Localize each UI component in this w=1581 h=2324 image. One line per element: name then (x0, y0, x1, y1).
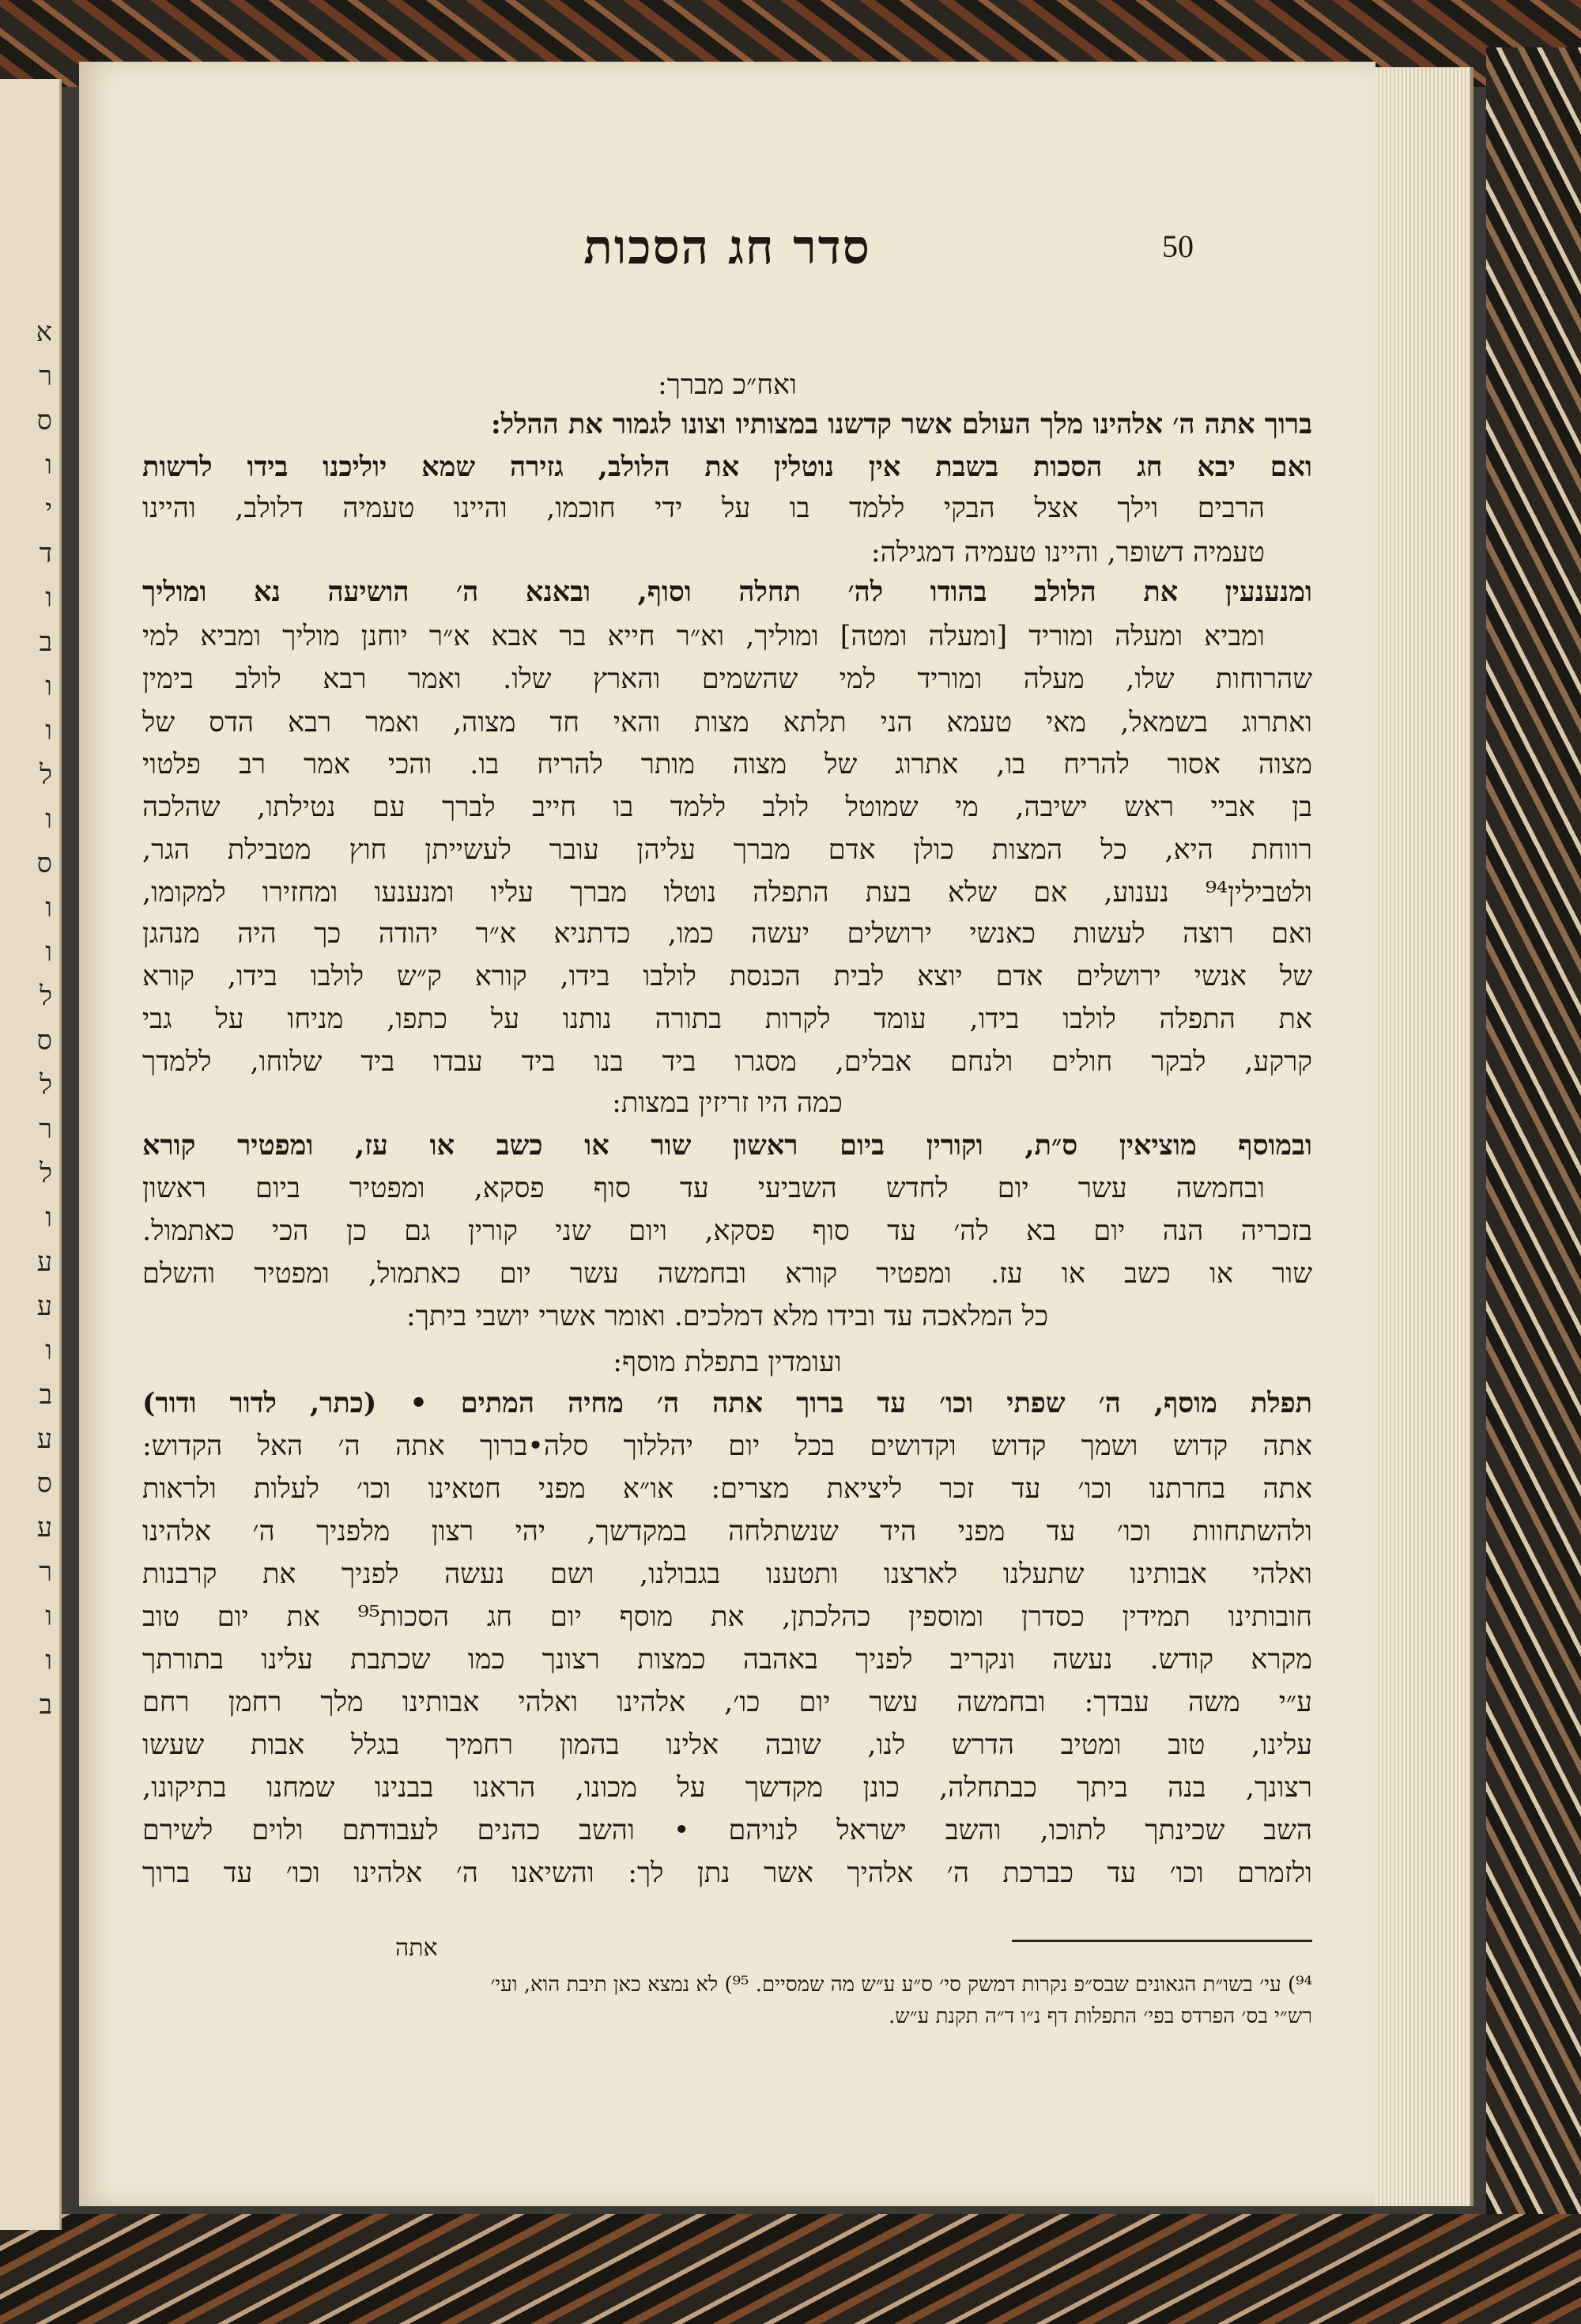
text-line: שור או כשב או עז. ומפטיר קורא ובחמשה עשר יום כאתמול, ומפטיר והשלם (142, 1258, 1312, 1290)
facing-page-letter: ס (36, 848, 52, 879)
facing-page-letter: ו (45, 449, 52, 481)
text-line: ובמוסף מוציאין ס״ת, וקורין ביום ראשון שור או כשב או עז, ומפטיר קורא (142, 1129, 1312, 1162)
text-line: אתה בחרתנו וכו׳ עד זכר ליציאת מצרים: או״א מפני חטאינו וכו׳ לעלות ולראות (142, 1473, 1312, 1505)
text-line: כמה היו זריזין במצות: (612, 1087, 843, 1119)
facing-page-letter: ב (39, 1379, 52, 1411)
facing-page-letter: ס (36, 1025, 52, 1056)
text-line: אתה קדוש ושמך קדוש וקדושים בכל יום יהללוך סלה•ברוך אתה ה׳ האל הקדוש: (142, 1430, 1312, 1462)
text-line: ולהשתחוות וכו׳ עד מפני היד שנשתלחה במקדשך, יהי רצון מלפניך ה׳ אלהינו (142, 1516, 1312, 1547)
catchword: אתה (395, 1934, 438, 1962)
facing-page-letter: ו (45, 1645, 52, 1676)
text-line: ומביא ומעלה ומוריד [ומעלה ומטה] ומוליך, וא״ר חייא בר אבא א״ר יוחנן מוליך ומביא למי (142, 621, 1265, 652)
page-number: 50 (1162, 229, 1194, 264)
facing-page-letter: ו (45, 1202, 52, 1234)
facing-page-letter: ר (39, 1556, 52, 1588)
facing-page-letter: ו (45, 582, 52, 614)
facing-page-letter: ע (36, 1290, 52, 1322)
text-line: ולזמרם וכו׳ עד כברכת ה׳ אלהיך אשר נתן לך: והשיאנו ה׳ אלהינו וכו׳ עד ברוך (142, 1857, 1312, 1889)
text-line: עלינו, טוב ומטיב הדרש לנו, שובה אלינו בהמון רחמיך בגלל אבות שעשו (142, 1729, 1312, 1761)
facing-page-letter: ל (40, 981, 52, 1012)
text-line: קרקע, לבקר חולים ולנחם אבלים, מסגרו ביד בנו ביד עבדו ביד שלוחו, ללמדך (142, 1046, 1312, 1078)
running-title: סדר חג הסכות (583, 220, 871, 275)
text-line: ומנענעין את הלולב בהודו לה׳ תחלה וסוף, ובאנא ה׳ הושיעה נא ומוליך (142, 576, 1312, 608)
book-cover-right (1486, 47, 1581, 2262)
text-line: בזכריה הנה יום בא לה׳ עד סוף פסקא, ויום שני קורין גם כן הכי כאתמול. (142, 1215, 1312, 1247)
facing-page-letter: ו (45, 803, 52, 835)
facing-page-letter: י (45, 493, 52, 525)
facing-page-letter: ו (45, 1600, 52, 1632)
text-line: תפלת מוסף, ה׳ שפתי וכו׳ עד ברוך אתה ה׳ מחיה המתים • (כתר, לדור ודור) (142, 1387, 1312, 1419)
text-line: ואח״כ מברך: (658, 369, 797, 401)
facing-page-letter: ע (36, 1246, 52, 1278)
text-line: השב שכינתך לתוכו, והשב ישראל לנויהם • והשב כהנים לעבודתם ולוים לשירם (142, 1815, 1312, 1846)
text-line: בן אביי ראש ישיבה, מי שמוטל לולב ללמד בו חייב לברך עם נטילתו, שהלכה (142, 792, 1312, 823)
facing-page-letter: ו (45, 671, 52, 702)
text-line: שהרוחות שלו, מעלה ומוריד למי שהשמים והארץ שלו. ואמר רבא לולב בימין (142, 663, 1312, 695)
facing-page-letter: ל (40, 759, 52, 791)
text-line: ע״י משה עבדך: ובחמשה עשר יום כו׳, אלהינו ואלהי אבותינו מלך רחמן רחם (142, 1687, 1312, 1718)
text-line: את התפלה לולבו בידו, עומד לקרות בתורה נותנו על כתפו, מניחו על גבי (142, 1003, 1312, 1035)
facing-page-letter: ו (45, 715, 52, 746)
facing-page-letter: א (36, 316, 52, 348)
facing-page-letter: ו (45, 892, 52, 924)
footnote-line: רש״י בס׳ הפרדס בפי׳ התפלות דף נ״ו ד״ה תקנת ע״ש. (889, 2005, 1312, 2028)
text-line: הרבים וילך אצל הבקי ללמד בו על ידי חוכמו, והיינו טעמיה דלולב, והיינו (142, 493, 1265, 524)
page-stack-edge (1360, 67, 1473, 2206)
facing-page-letter: ל (40, 1069, 52, 1101)
text-line: ברוך אתה ה׳ אלהינו מלך העולם אשר קדשנו במצותיו וצונו לגמור את ההלל: (490, 408, 1312, 440)
text-line: מקרא קודש. נעשה ונקריב לפניך באהבה כמצות רצונך כמו שכתבת עלינו בתורתך (142, 1644, 1312, 1676)
facing-page-letter: ר (39, 361, 52, 392)
text-line: טעמיה דשופר, והיינו טעמיה דמגילה: (870, 537, 1265, 569)
facing-page-letter: ב (39, 626, 52, 658)
facing-page-letter: ס (36, 405, 52, 436)
facing-page-letter: ע (36, 1423, 52, 1455)
text-line: ואם יבא חג הסכות בשבת אין נוטלין את הלולב, גזירה שמא יוליכנו בידו לרשות (142, 451, 1312, 483)
text-line: של אנשי ירושלים אדם יוצא לבית הכנסת לולבו בידו, קורא ק״ש לולבו בידו, קורא (142, 961, 1312, 992)
facing-page-letter: ד (39, 538, 52, 569)
facing-page-edge (0, 79, 62, 2230)
text-line: כל המלאכה עד ובידו מלא דמלכים. ואומר אשרי יושבי ביתך: (406, 1301, 1049, 1332)
page-header (142, 220, 1312, 291)
facing-page-letter: ע (36, 1512, 52, 1544)
text-line: מצוה אסור להריח בו, אתרוג של מצוה מותר להריח בו. והכי אמר רב פלטוי (142, 749, 1312, 780)
text-line: ואלהי אבותינו שתעלנו לארצנו ותטענו בגבולנו, ושם נעשה לפניך את קרבנות (142, 1559, 1312, 1590)
book-page (79, 62, 1375, 2206)
text-line: ואם רוצה לעשות כאנשי ירושלים יעשה כמו, כדתניא א״ר יהודה כך היה מנהגן (142, 918, 1312, 950)
text-line: ובחמשה עשר יום לחדש השביעי עד סוף פסקא, ומפטיר ביום ראשון (142, 1173, 1265, 1204)
facing-page-letter: ו (45, 936, 52, 968)
facing-page-letter: ר (39, 1113, 52, 1145)
text-line: חובותינו תמידין כסדרן ומוספין כהלכתן, את מוסף יום חג הסכות⁹⁵ את יום טוב (142, 1601, 1312, 1633)
facing-page-letter: ב (39, 1689, 52, 1721)
footnote-rule (1012, 1940, 1312, 1942)
book-cover-bottom (0, 2214, 1581, 2324)
text-line: רווחת היא, כל המצות כולן אדם מברך עליהן עובר לעשייתן חוץ מטבילת הגר, (142, 834, 1312, 866)
text-line: ואתרוג בשמאל, מאי טעמא הני תלתא מצות והאי חד מצוה, ואמר רבא הדס של (142, 707, 1312, 739)
text-line: ועומדין בתפלת מוסף: (613, 1347, 842, 1378)
facing-page-letter: ס (36, 1468, 52, 1499)
footnote-line: ⁹⁴) עי׳ בשו״ת הגאונים שבס״פ נקרות דמשק סי׳ ס״ע ע״ש מה שמסיים. ⁹⁵) לא נמצא כאן תיבת הוא, ועי׳ (490, 1973, 1312, 1997)
facing-page-letter: ל (40, 1158, 52, 1189)
text-line: רצונך, בנה ביתך כבתחלה, כונן מקדשך על מכונו, הראנו בבנינו שמחנו בתיקונו, (142, 1772, 1312, 1804)
text-line: ולטבילין⁹⁴ נענוע, אם שלא בעת התפלה נוטלו מברך עליו ומנענעו ומחזירו למקומו, (142, 877, 1312, 909)
facing-page-letter: ו (45, 1335, 52, 1366)
